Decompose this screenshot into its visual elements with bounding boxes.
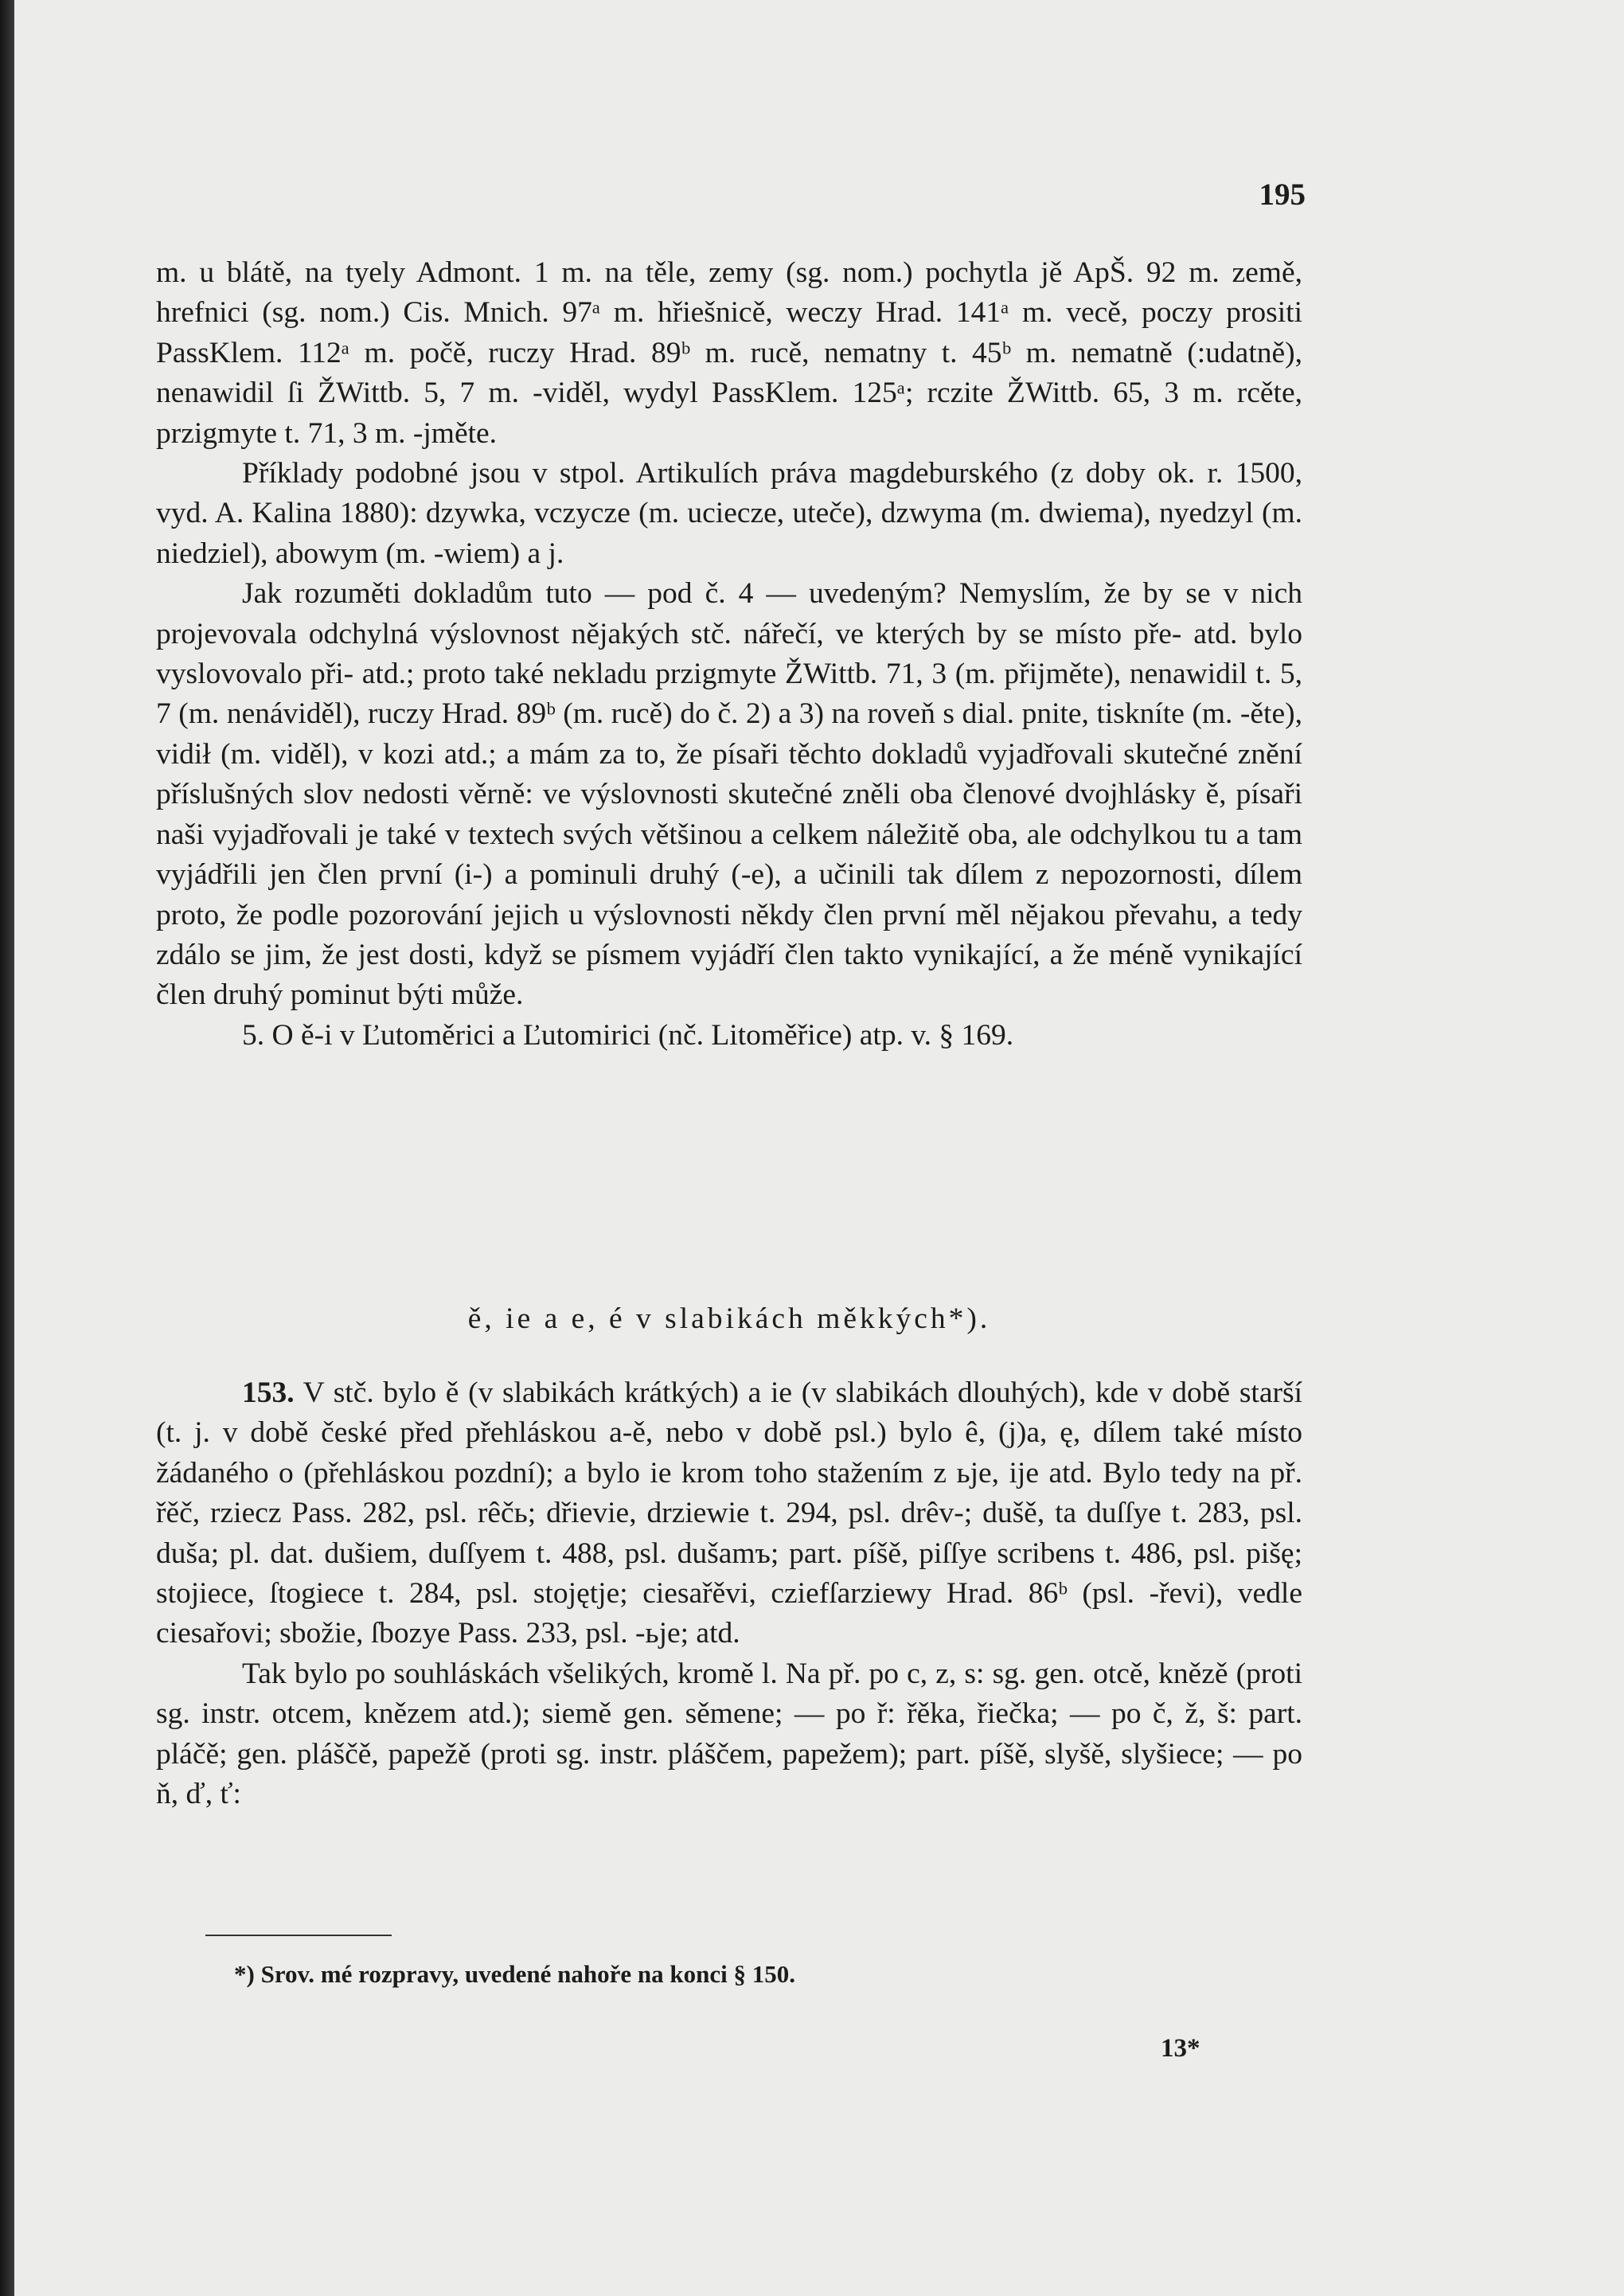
paragraph-examples: m. u blátě, na tyely Admont. 1 m. na těle, zemy (sg. nom.) pochytla jě ApŠ. 92 m. země, hrefnici (sg. nom.) Cis. Mnich. 97ᵃ m. hřiešnicě, weczy Hrad. 141ᵃ m. vecě, poczy prositi PassKlem. 112ᵃ m. počě, ruczy Hrad. 89ᵇ m. rucě, nematny t. 45ᵇ m. nematně (:udatně), nenawidil ſi ŽWittb. 5, 7 m. -viděl, wydyl PassKlem. 125ᵃ; rczite ŽWittb. 65, 3 m. rcěte, przigmyte t. 71, 3 m. -jměte. — [156, 256, 1302, 450]
paragraph-153 — [156, 1373, 1302, 1654]
page-number: 195 — [1259, 178, 1306, 212]
signature-mark: 13* — [1161, 2034, 1200, 2063]
section-heading: ě, ie a e, é v slabikách měkkých*). — [467, 1302, 991, 1335]
section-number: 153. — [242, 1376, 295, 1409]
paragraph-artikuli: Příklady podobné jsou v stpol. Artikulích práva magdeburského (z doby ok. r. 1500, vyd. A. Kalina 1880): dzywka, vczycze (m. uciecze, uteče), dzwyma (m. dwiema), nyedzyl (m. niedziel), abowym (m. -wiem) a j. — [156, 457, 1302, 570]
lower-text-block — [156, 1373, 1302, 1814]
paragraph-interpretation: Jak rozuměti dokladům tuto — pod č. 4 — uvedeným? Nemyslím, že by se v nich projevovala odchylná výslovnost nějakých stč. nářečí, ve kterých by se místo pře- atd. bylo vyslovovalo při- atd.; proto také nekladu przigmyte ŽWittb. 71, 3 (m. přijměte), nenawidil t. 5, 7 (m. nenáviděl), ruczy Hrad. 89ᵇ (m. rucě) do č. 2) a 3) na roveň s dial. pnite, tiskníte (m. -ěte), vidił (m. viděl), v kozi atd.; a mám za to, že písaři těchto dokladů vyjadřovali skutečné znění příslušných slov nedosti věrně: ve výslovnosti skutečné zněli oba členové dvojhlásky ě, písaři naši vyjadřovali je také v textech svých většinou a celkem náležitě oba, ale odchylkou tu a tam vyjádřili jen člen první (i-) a pominuli druhý (-e), a učinili tak dílem z nepozornosti, dílem proto, že podle pozorování jejich u výslovnosti někdy člen první měl nějakou převahu, a tedy zdálo se jim, že jest dosti, když se písmem vyjádří člen takto vynikající, a že méně vynikající člen druhý pominut býti může. — [156, 577, 1302, 1012]
book-gutter-edge — [0, 0, 14, 2296]
paragraph-consonants: Tak bylo po souhláskách všelikých, kromě l. Na př. po c, z, s: sg. gen. otcě, knězě (proti sg. instr. otcem, knězem atd.); siemě gen. sěmene; — po ř: řěka, řiečka; — po č, ž, š: part. pláčě; gen. pláščě, papežě (proti sg. instr. pláščem, papežem); part. píšě, slyšě, slyšiece; — po ň, ď, ť: — [156, 1657, 1302, 1811]
upper-text-block — [156, 253, 1302, 1056]
footnote-rule — [205, 1935, 392, 1936]
paragraph-item-5: 5. O ě-i v Ľutoměrici a Ľutomirici (nč. Litoměřice) atp. v. § 169. — [242, 1018, 1014, 1052]
paragraph-153-text: V stč. bylo ě (v slabikách krátkých) a ie (v slabikách dlouhých), kde v době starší (t. j. v době české před přehláskou a-ě, nebo v době psl.) bylo ê, (j)a, ę, dílem také místo žádaného o (přehláskou pozdní); a bylo ie krom toho stažením z ьje, ije atd. Bylo tedy na př. řěč, rziecz Pass. 282, psl. rêčь; dřievie, drziewie t. 294, psl. drêv-; dušě, ta duſſye t. 283, psl. duša; pl. dat. dušiem, duſſyem t. 488, psl. dušamъ; part. píšě, piſſye scribens t. 486, psl. pišę; stojiece, ſtogiece t. 284, psl. stojętje; ciesařěvi, cziefſarziewy Hrad. 86ᵇ (psl. -řevi), vedle ciesařovi; sbožie, ſbozye Pass. 233, psl. -ьje; atd. — [156, 1376, 1302, 1650]
scanned-page — [14, 0, 1624, 2296]
footnote: *) Srov. mé rozpravy, uvedené nahoře na konci § 150. — [234, 1960, 795, 1988]
